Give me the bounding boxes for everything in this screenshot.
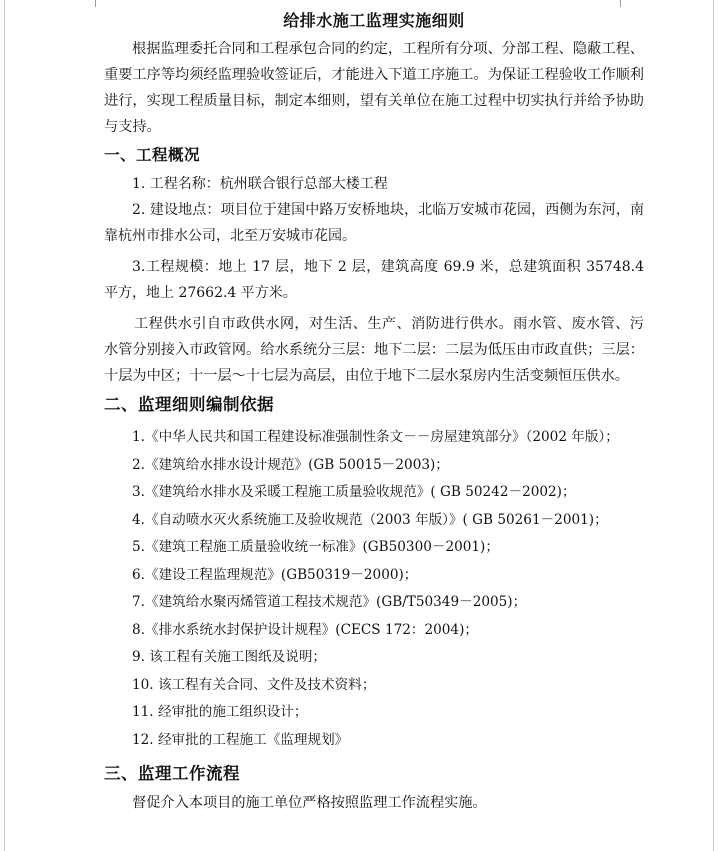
overview-item: 2. 建设地点：项目位于建国中路万安桥地块，北临万安城市花园，西侧为东河，南靠杭州市排水公司，北至万安城市花园。: [104, 202, 644, 244]
margin-mark-left: [95, 0, 96, 7]
reference-item: 5.《建筑工程施工质量验收统一标准》(GB50300－2001)；: [132, 539, 499, 555]
reference-item: 3.《建筑给水排水及采暖工程施工质量验收规范》( GB 50242－2002)；: [132, 484, 576, 500]
document-title: 给排水施工监理实施细则: [283, 11, 465, 30]
section-heading-overview: 一、工程概况: [104, 145, 201, 164]
reference-item: 4.《自动喷水灭火系统施工及验收规范（2003 年版）》( GB 50261－2001)；: [132, 511, 608, 528]
workflow-paragraph: 督促介入本项目的施工单位严格按照监理工作流程实施。: [132, 795, 487, 811]
reference-item: 7.《建筑给水聚丙烯管道工程技术规范》(GB/T50349－2005)；: [132, 594, 527, 610]
reference-item: 10. 该工程有关合同、文件及技术资料；: [132, 676, 376, 693]
reference-item: 11. 经审批的施工组织设计；: [132, 704, 308, 720]
water-supply-paragraph: 工程供水引自市政供水网，对生活、生产、消防进行供水。雨水管、废水管、污水管分别接入市政管网。给水系统分三层：地下二层：二层为低压由市政直供；三层：十层为中区；十一层～十七层为高层，由位于地下二层水泵房内生活变频恒压供水。: [104, 316, 644, 384]
reference-list: [104, 428, 644, 758]
intro-paragraph: 根据监理委托合同和工程承包合同的约定，工程所有分项、分部工程、隐蔽工程、重要工序等均须经监理验收签证后，才能进入下道工序施工。为保证工程验收工作顺利进行，实现工程质量目标，制定本细则，望有关单位在施工过程中切实执行并给予协助与支持。: [104, 41, 644, 135]
reference-item: 1.《中华人民共和国工程建设标准强制性条文－－房屋建筑部分》（2002 年版）；: [132, 429, 619, 445]
reference-item: 6.《建设工程监理规范》(GB50319－2000)；: [132, 566, 418, 583]
reference-item: 12. 经审批的工程施工《监理规划》: [132, 731, 349, 748]
document-body: [104, 10, 644, 816]
margin-mark-right: [620, 0, 621, 7]
overview-item: 3.工程规模：地上 17 层，地下 2 层，建筑高度 69.9 米，总建筑面积 35748.4 平方，地上 27662.4 平方米。: [104, 259, 644, 301]
overview-item: 1. 工程名称：杭州联合银行总部大楼工程: [132, 176, 388, 192]
page-edge-right: [713, 0, 714, 851]
reference-item: 9. 该工程有关施工图纸及说明；: [132, 649, 327, 665]
section-heading-workflow: 三、监理工作流程: [104, 764, 240, 783]
reference-item: 2.《建筑给水排水设计规范》(GB 50015－2003)；: [132, 456, 449, 473]
reference-item: 8.《排水系统水封保护设计规程》(CECS 172：2004)；: [132, 621, 478, 638]
section-heading-basis: 二、监理细则编制依据: [104, 395, 274, 414]
page-edge-left: [4, 0, 5, 851]
